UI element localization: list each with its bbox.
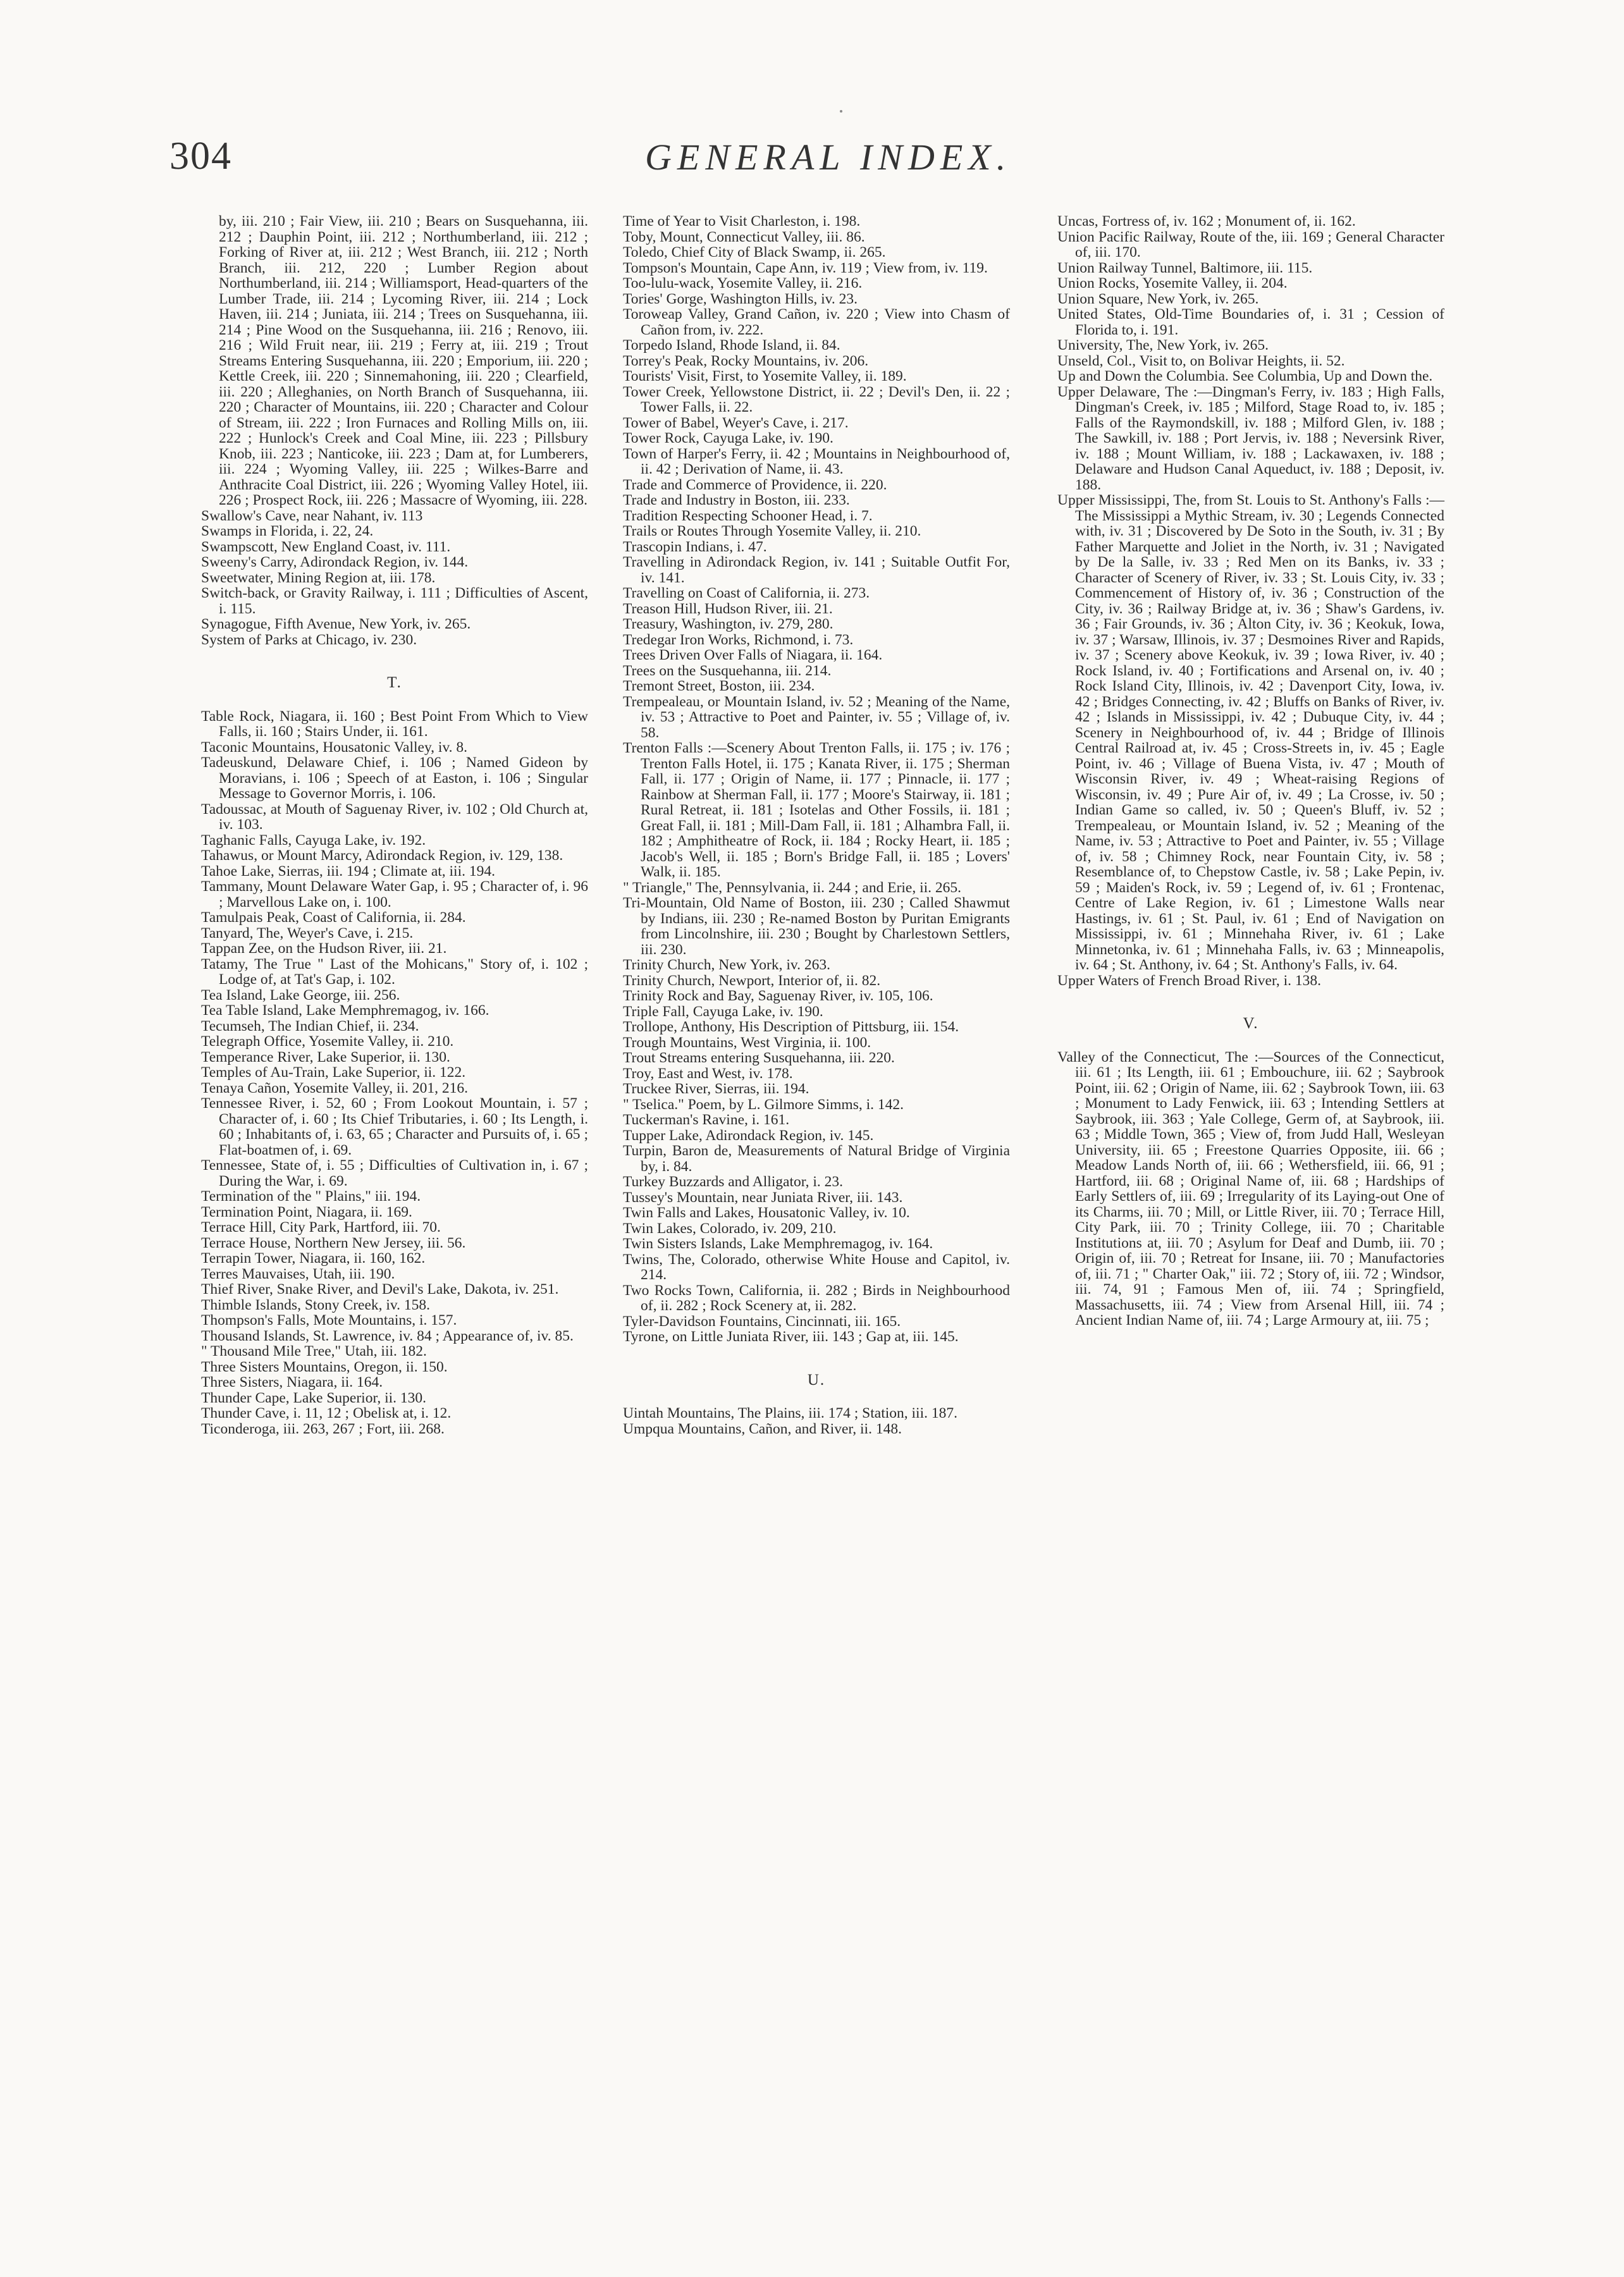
index-entry: Toby, Mount, Connecticut Valley, iii. 86. — [623, 228, 865, 245]
index-entry: Tadeuskund, Delaware Chief, i. 106 ; Named Gideon by Moravians, i. 106 ; Speech of at Easton, i. 106 ; Singular Message to Governor Morris, i. 106. — [201, 754, 588, 802]
index-entry: Tower of Babel, Weyer's Cave, i. 217. — [623, 414, 849, 431]
section-letter: T. — [387, 674, 402, 691]
index-entry: Trinity Church, New York, iv. 263. — [623, 957, 830, 973]
index-entry: Three Sisters Mountains, Oregon, ii. 150. — [201, 1358, 448, 1375]
index-entry: Upper Waters of French Broad River, i. 138. — [1057, 972, 1322, 989]
index-entry: Trout Streams entering Susquehanna, iii. 220. — [623, 1050, 895, 1066]
index-entry: Valley of the Connecticut, The :—Sources of the Connecticut, iii. 61 ; Its Length, iii. 61 ; Embouchure, iii. 62 ; Saybrook Point, iii. 62 ; Origin of Name, iii. 62 ; Saybrook Town, iii. 63 ; Monument to Lady Fenwick, iii. 63 ; Intending Settlers at Saybrook, iii. 363 ; Yale College, Germ of, at Saybrook, iii. 63 ; Middle Town, 365 ; View of, from Judd Hall, Wesleyan University, iii. 65 ; Freestone Quarries Opposite, iii. 66 ; Meadow Lands North of, iii. 66 ; Wethersfield, iii. 66, 91 ; Hartford, iii. 68 ; Original Name of, iii. 68 ; Hardships of Early Settlers of, iii. 69 ; Irregularity of its Laying-out One of its Charms, iii. 70 ; Mill, or Little River, iii. 70 ; Terrace Hill, City Park, iii. 70 ; Trinity College, iii. 70 ; Charitable Institutions at, iii. 70 ; Asylum for Deaf and Dumb, iii. 70 ; Origin of, iii. 70 ; Retreat for Insane, iii. 70 ; Manufactories of, iii. 71 ; " Charter Oak," iii. 72 ; Story of, iii. 72 ; Windsor, iii. 74, 91 ; Famous Men of, iii. 74 ; Springfield, Massachusetts, iii. 74 ; View from Arsenal Hill, iii. 74 ; Ancient Indian Name of, iii. 74 ; Large Armoury at, iii. 75 ; — [1057, 1048, 1444, 1329]
index-entry: Tyrone, on Little Juniata River, iii. 143 ; Gap at, iii. 145. — [623, 1329, 959, 1345]
index-entry: Travelling in Adirondack Region, iv. 141 ; Suitable Outfit For, iv. 141. — [623, 554, 1010, 586]
page-number: 304 — [169, 135, 232, 178]
index-entry: Tea Table Island, Lake Memphremagog, iv. 166. — [201, 1002, 489, 1019]
index-entry: Thimble Islands, Stony Creek, iv. 158. — [201, 1296, 431, 1313]
index-entry: Trollope, Anthony, His Description of Pittsburg, iii. 154. — [623, 1019, 959, 1035]
index-entry: Tupper Lake, Adirondack Region, iv. 145. — [623, 1127, 874, 1144]
index-entry: Termination Point, Niagara, ii. 169. — [201, 1203, 412, 1220]
index-entry: Time of Year to Visit Charleston, i. 198. — [623, 213, 861, 230]
index-entry: Union Railway Tunnel, Baltimore, iii. 115. — [1057, 259, 1313, 276]
index-entry: Upper Mississippi, The, from St. Louis to St. Anthony's Falls :—The Mississippi a Mythic Stream, iv. 30 ; Legends Connected with, iv. 31 ; Discovered by De Soto in the South, iv. 31 ; By Father Marquette and Joliet in the North, iv. 31 ; Navigated by De la Salle, iv. 33 ; Red Men on its Banks, iv. 33 ; Character of Scenery of River, iv. 33 ; St. Louis City, iv. 33 ; Commencement of History of, iv. 36 ; Construction of the City, iv. 36 ; Railway Bridge at, iv. 36 ; Shaw's Gardens, iv. 36 ; Fair Grounds, iv. 36 ; Alton City, iv. 36 ; Keokuk, Iowa, iv. 37 ; Warsaw, Illinois, iv. 37 ; Desmoines River and Rapids, iv. 37 ; Scenery above Keokuk, iv. 39 ; Iowa River, iv. 40 ; Rock Island, iv. 40 ; Fortifications and Arsenal on, iv. 40 ; Rock Island City, Illinois, iv. 42 ; Davenport City, Iowa, iv. 42 ; Bridges Connecting, iv. 42 ; Bluffs on Banks of River, iv. 42 ; Islands in Mississippi, iv. 42 ; Dubuque City, iv. 44 ; Scenery in Neighbourhood of, iv. 44 ; Bridge of Illinois Central Railroad at, iv. 45 ; Cross-Streets in, iv. 45 ; Eagle Point, iv. 46 ; Village of Buena Vista, iv. 47 ; Mouth of Wisconsin River, iv. 49 ; Wheat-raising Regions of Wisconsin, iv. 49 ; Pure Air of, iv. 49 ; La Crosse, iv. 50 ; Indian Game so called, iv. 50 ; Queen's Bluff, iv. 52 ; Trempealeau, or Mountain Island, iv. 52 ; Meaning of the Name, iv. 53 ; Attractive to Poet and Painter, iv. 55 ; Village of, iv. 58 ; Chimney Rock, near Fountain City, iv. 58 ; Resemblance of, to Chepstow Castle, iv. 58 ; Lake Pepin, iv. 59 ; Maiden's Rock, iv. 59 ; Legend of, iv. 61 ; Frontenac, Centre of Lake Region, iv. 61 ; Limestone Walls near Hastings, iv. 61 ; St. Paul, iv. 61 ; End of Navigation on Mississippi, iv. 61 ; Minnehaha River, iv. 61 ; Lake Minnetonka, iv. 61 ; Minnehaha Falls, iv. 63 ; Minneapolis, iv. 64 ; St. Anthony, iv. 64 ; St. Anthony's Falls, iv. 64. — [1057, 492, 1444, 973]
index-entry: Tussey's Mountain, near Juniata River, iii. 143. — [623, 1189, 903, 1206]
index-entry: Treasury, Washington, iv. 279, 280. — [623, 616, 834, 632]
index-entry: Tower Rock, Cayuga Lake, iv. 190. — [623, 430, 834, 446]
section-letter: U. — [807, 1371, 826, 1389]
index-entry: Up and Down the Columbia. See Columbia, Up and Down the. — [1057, 368, 1433, 384]
index-entry: Tadoussac, at Mouth of Saguenay River, iv. 102 ; Old Church at, iv. 103. — [201, 801, 588, 833]
index-entry: Torrey's Peak, Rocky Mountains, iv. 206. — [623, 352, 869, 369]
index-entry: Termination of the " Plains," iii. 194. — [201, 1188, 421, 1205]
index-entry: Tredegar Iron Works, Richmond, i. 73. — [623, 631, 854, 648]
index-entry: Tower Creek, Yellowstone District, ii. 22 ; Devil's Den, ii. 22 ; Tower Falls, ii. 22. — [623, 383, 1010, 415]
index-entry: Thief River, Snake River, and Devil's Lake, Dakota, iv. 251. — [201, 1281, 559, 1298]
index-entry: United States, Old-Time Boundaries of, i. 31 ; Cession of Florida to, i. 191. — [1057, 306, 1444, 338]
index-entry: System of Parks at Chicago, iv. 230. — [201, 631, 417, 648]
index-entry: Taconic Mountains, Housatonic Valley, iv. 8. — [201, 739, 468, 756]
index-entry: Terrapin Tower, Niagara, ii. 160, 162. — [201, 1250, 426, 1267]
index-entry: Twin Sisters Islands, Lake Memphremagog, iv. 164. — [623, 1236, 933, 1252]
index-entry: Trees Driven Over Falls of Niagara, ii. 164. — [623, 647, 883, 663]
index-entry: " Thousand Mile Tree," Utah, iii. 182. — [201, 1343, 427, 1359]
index-column-3 — [1057, 214, 1444, 1329]
index-entry: Trinity Rock and Bay, Saguenay River, iv. 105, 106. — [623, 988, 933, 1004]
index-entry: Table Rock, Niagara, ii. 160 ; Best Point From Which to View Falls, ii. 160 ; Stairs Under, ii. 161. — [201, 708, 588, 740]
index-entry: Thompson's Falls, Mote Mountains, i. 157. — [201, 1312, 457, 1329]
index-entry: Too-lulu-wack, Yosemite Valley, ii. 216. — [623, 275, 863, 292]
index-entry: Tyler-Davidson Fountains, Cincinnati, iii. 165. — [623, 1313, 901, 1330]
index-entry: Twin Falls and Lakes, Housatonic Valley, iv. 10. — [623, 1205, 910, 1221]
index-entry: Tennessee, State of, i. 55 ; Difficulties of Cultivation in, i. 67 ; During the War, i. 69. — [201, 1157, 588, 1189]
index-entry: Trough Mountains, West Virginia, ii. 100. — [623, 1034, 871, 1051]
print-speck — [840, 110, 842, 113]
index-entry: Umpqua Mountains, Cañon, and River, ii. 148. — [623, 1420, 902, 1437]
index-entry: Synagogue, Fifth Avenue, New York, iv. 265. — [201, 616, 471, 632]
index-column-2 — [623, 214, 1010, 1437]
section-letter: V. — [1243, 1015, 1259, 1032]
index-entry: Tamulpais Peak, Coast of California, ii. 284. — [201, 909, 466, 926]
index-entry: Sweeny's Carry, Adirondack Region, iv. 144. — [201, 554, 469, 570]
index-entry: Trade and Commerce of Providence, ii. 220. — [623, 476, 887, 493]
index-entry: Terrace House, Northern New Jersey, iii. 56. — [201, 1234, 466, 1251]
index-entry: Torpedo Island, Rhode Island, ii. 84. — [623, 337, 840, 353]
index-entry: Switch-back, or Gravity Railway, i. 111 ; Difficulties of Ascent, i. 115. — [201, 585, 588, 617]
index-column-1 — [201, 214, 588, 1437]
index-entry: Taghanic Falls, Cayuga Lake, iv. 192. — [201, 832, 426, 849]
index-entry: Thunder Cave, i. 11, 12 ; Obelisk at, i. 12. — [201, 1405, 452, 1421]
index-entry: Travelling on Coast of California, ii. 273. — [623, 585, 870, 601]
index-entry: Uintah Mountains, The Plains, iii. 174 ; Station, iii. 187. — [623, 1405, 957, 1421]
index-entry: Triple Fall, Cayuga Lake, iv. 190. — [623, 1003, 823, 1020]
index-entry: Tammany, Mount Delaware Water Gap, i. 95 ; Character of, i. 96 ; Marvellous Lake on, i. 100. — [201, 878, 588, 911]
index-entry: Twins, The, Colorado, otherwise White House and Capitol, iv. 214. — [623, 1251, 1010, 1283]
index-entry: Swallow's Cave, near Nahant, iv. 113 — [201, 507, 423, 524]
index-entry: Sweetwater, Mining Region at, iii. 178. — [201, 569, 436, 586]
index-entry: Turpin, Baron de, Measurements of Natural Bridge of Virginia by, i. 84. — [623, 1143, 1010, 1175]
index-entry: Trempealeau, or Mountain Island, iv. 52 ; Meaning of the Name, iv. 53 ; Attractive to Poet and Painter, iv. 55 ; Village of, iv. 58. — [623, 693, 1010, 741]
index-entry: University, The, New York, iv. 265. — [1057, 337, 1269, 353]
index-entry: Union Rocks, Yosemite Valley, ii. 204. — [1057, 275, 1288, 292]
index-entry: Terres Mauvaises, Utah, iii. 190. — [201, 1265, 395, 1282]
index-entry: Tahawus, or Mount Marcy, Adirondack Region, iv. 129, 138. — [201, 847, 563, 864]
index-entry: Tennessee River, i. 52, 60 ; From Lookout Mountain, i. 57 ; Character of, i. 60 ; Its Chief Tributaries, i. 60 ; Its Length, i. 60 ; Inhabitants of, i. 63, 65 ; Character and Pursuits of, i. 65 ; Flat-boatmen of, i. 69. — [201, 1095, 588, 1158]
index-entry: by, iii. 210 ; Fair View, iii. 210 ; Bears on Susquehanna, iii. 212 ; Dauphin Point, iii. 212 ; Northumberland, iii. 212 ; Forking of River at, iii. 212 ; West Branch, iii. 212 ; North Branch, iii. 212, 220 ; Lumber Region about Northumberland, iii. 214 ; Williamsport, Head-quarters of the Lumber Trade, iii. 214 ; Lycoming River, iii. 214 ; Lock Haven, iii. 214 ; Juniata, iii. 214 ; Trees on Susquehanna, iii. 214 ; Pine Wood on the Susquehanna, iii. 216 ; Renovo, iii. 216 ; Wild Fruit near, iii. 219 ; Ferry at, iii. 219 ; Trout Streams Entering Susquehanna, iii. 220 ; Emporium, iii. 220 ; Kettle Creek, iii. 220 ; Sinnemahoning, iii. 220 ; Clearfield, iii. 220 ; Alleghanies, on North Branch of Susquehanna, iii. 220 ; Character of Mountains, iii. 220 ; Character and Colour of Stream, iii. 222 ; Iron Furnaces and Rolling Mills on, iii. 222 ; Hunlock's Creek and Coal Mine, iii. 223 ; Pillsbury Knob, iii. 223 ; Nanticoke, iii. 223 ; Dam at, for Lumberers, iii. 224 ; Wyoming Valley, iii. 225 ; Wilkes-Barre and Anthracite Coal District, iii. 226 ; Wyoming Valley Hotel, iii. 226 ; Prospect Rock, iii. 226 ; Massacre of Wyoming, iii. 228. — [219, 213, 588, 508]
index-entry: Twin Lakes, Colorado, iv. 209, 210. — [623, 1220, 837, 1237]
page-title: GENERAL INDEX. — [645, 137, 1012, 178]
index-entry: Thunder Cape, Lake Superior, ii. 130. — [201, 1389, 427, 1406]
index-entry: Temples of Au-Train, Lake Superior, ii. 122. — [201, 1064, 466, 1081]
index-entry: Treason Hill, Hudson River, iii. 21. — [623, 600, 833, 617]
index-entry: Tories' Gorge, Washington Hills, iv. 23. — [623, 290, 858, 307]
index-entry: " Tselica." Poem, by L. Gilmore Simms, i. 142. — [623, 1096, 904, 1113]
index-entry: " Triangle," The, Pennsylvania, ii. 244 ; and Erie, ii. 265. — [623, 879, 962, 896]
index-entry: Trails or Routes Through Yosemite Valley, ii. 210. — [623, 523, 921, 539]
index-entry: Union Square, New York, iv. 265. — [1057, 290, 1259, 307]
index-entry: Tenaya Cañon, Yosemite Valley, ii. 201, 216. — [201, 1079, 468, 1096]
index-entry: Ticonderoga, iii. 263, 267 ; Fort, iii. 268. — [201, 1420, 445, 1437]
index-entry: Trascopin Indians, i. 47. — [623, 538, 767, 555]
index-entry: Tuckerman's Ravine, i. 161. — [623, 1112, 790, 1128]
index-entry: Trenton Falls :—Scenery About Trenton Falls, ii. 175 ; iv. 176 ; Trenton Falls Hotel, ii. 175 ; Kanata River, ii. 175 ; Sherman Fall, ii. 177 ; Origin of Name, ii. 177 ; Pinnacle, ii. 177 ; Rainbow at Sherman Fall, ii. 177 ; Moore's Stairway, ii. 181 ; Rural Retreat, ii. 181 ; Isotelas and Other Fossils, ii. 181 ; Great Fall, ii. 181 ; Mill-Dam Fall, ii. 181 ; Alhambra Fall, ii. 182 ; Amphitheatre of Rock, ii. 184 ; Rocky Heart, ii. 185 ; Jacob's Well, ii. 185 ; Born's Bridge Fall, ii. 185 ; Lovers' Walk, ii. 185. — [623, 740, 1010, 880]
index-entry: Three Sisters, Niagara, ii. 164. — [201, 1374, 383, 1390]
index-entry: Tanyard, The, Weyer's Cave, i. 215. — [201, 924, 414, 942]
index-entry: Telegraph Office, Yosemite Valley, ii. 210. — [201, 1033, 454, 1050]
index-entry: Tappan Zee, on the Hudson River, iii. 21. — [201, 940, 447, 957]
index-entry: Turkey Buzzards and Alligator, i. 23. — [623, 1174, 844, 1190]
index-entry: Uncas, Fortress of, iv. 162 ; Monument of, ii. 162. — [1057, 213, 1356, 230]
index-entry: Thousand Islands, St. Lawrence, iv. 84 ; Appearance of, iv. 85. — [201, 1327, 574, 1344]
index-entry: Terrace Hill, City Park, Hartford, iii. 70. — [201, 1219, 441, 1236]
index-entry: Tri-Mountain, Old Name of Boston, iii. 230 ; Called Shawmut by Indians, iii. 230 ; Re-named Boston by Puritan Emigrants from Lincolnshire, iii. 230 ; Bought by Charlestown Settlers, iii. 230. — [623, 895, 1010, 958]
index-entry: Tea Island, Lake George, iii. 256. — [201, 986, 400, 1003]
index-entry: Tecumseh, The Indian Chief, ii. 234. — [201, 1017, 419, 1034]
index-entry: Temperance River, Lake Superior, ii. 130. — [201, 1048, 450, 1065]
index-entry: Tourists' Visit, First, to Yosemite Valley, ii. 189. — [623, 368, 907, 384]
index-entry: Tatamy, The True " Last of the Mohicans," Story of, i. 102 ; Lodge of, at Tat's Gap, i. 102. — [201, 955, 588, 988]
index-entry: Tradition Respecting Schooner Head, i. 7. — [623, 507, 873, 524]
index-entry: Troy, East and West, iv. 178. — [623, 1065, 793, 1082]
index-entry: Two Rocks Town, California, ii. 282 ; Birds in Neighbourhood of, ii. 282 ; Rock Scenery at, ii. 282. — [623, 1282, 1010, 1314]
index-entry: Unseld, Col., Visit to, on Bolivar Heights, ii. 52. — [1057, 352, 1345, 369]
index-entry: Trees on the Susquehanna, iii. 214. — [623, 662, 832, 679]
index-entry: Swamps in Florida, i. 22, 24. — [201, 523, 374, 539]
index-entry: Toroweap Valley, Grand Cañon, iv. 220 ; View into Chasm of Cañon from, iv. 222. — [623, 306, 1010, 338]
index-entry: Trinity Church, Newport, Interior of, ii. 82. — [623, 972, 881, 989]
index-entry: Tremont Street, Boston, iii. 234. — [623, 678, 815, 694]
index-entry: Toledo, Chief City of Black Swamp, ii. 265. — [623, 244, 886, 261]
index-entry: Tahoe Lake, Sierras, iii. 194 ; Climate at, iii. 194. — [201, 862, 495, 880]
index-entry: Truckee River, Sierras, iii. 194. — [623, 1081, 809, 1097]
index-entry: Swampscott, New England Coast, iv. 111. — [201, 538, 451, 555]
index-entry: Town of Harper's Ferry, ii. 42 ; Mountains in Neighbourhood of, ii. 42 ; Derivation of Name, ii. 43. — [623, 445, 1010, 477]
index-entry: Union Pacific Railway, Route of the, iii. 169 ; General Character of, iii. 170. — [1057, 228, 1444, 261]
index-entry: Upper Delaware, The :—Dingman's Ferry, iv. 183 ; High Falls, Dingman's Creek, iv. 185 ; Milford, Stage Road to, iv. 185 ; Falls of the Raymondskill, iv. 188 ; Milford Glen, iv. 188 ; The Sawkill, iv. 188 ; Port Jervis, iv. 188 ; Neversink River, iv. 188 ; Mount William, iv. 188 ; Lackawaxen, iv. 188 ; Delaware and Hudson Canal Aqueduct, iv. 188 ; Deposit, iv. 188. — [1057, 383, 1444, 493]
index-entry: Trade and Industry in Boston, iii. 233. — [623, 492, 850, 508]
index-entry: Tompson's Mountain, Cape Ann, iv. 119 ; View from, iv. 119. — [623, 259, 988, 276]
